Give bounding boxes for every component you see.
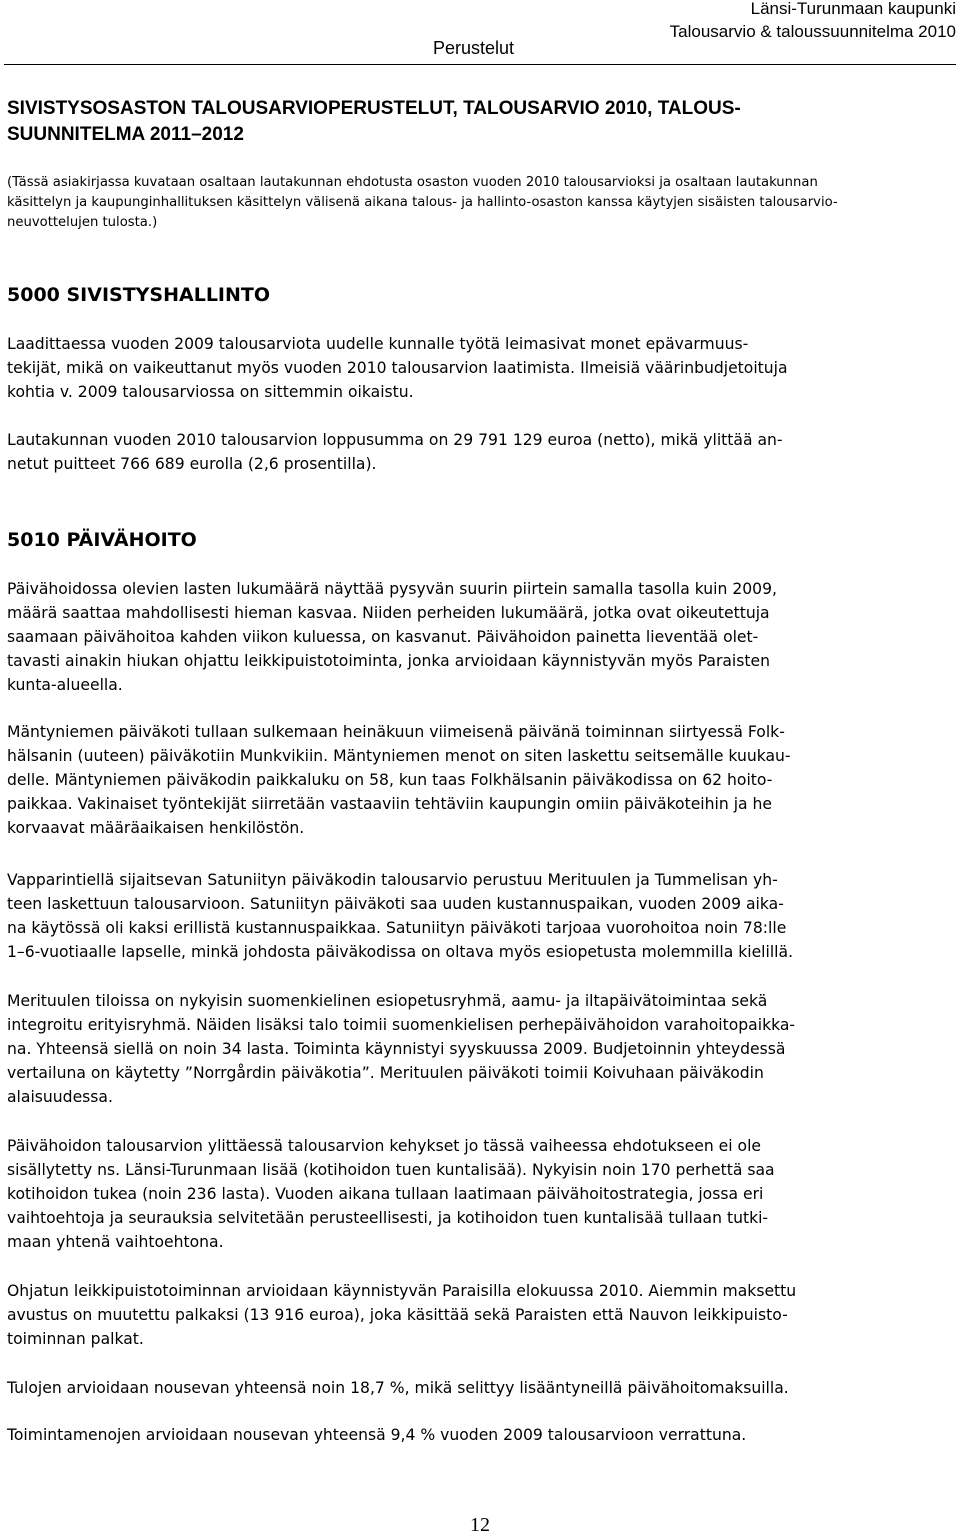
note-line: käsittelyn ja kaupunginhallituksen käsittelyn välisenä aikana talous- ja hallinto-osaston kanssa käytyjen sisäisten talousarvio- [7, 195, 838, 210]
paragraph-line: vertailuna on käytetty ”Norrgårdin päiväkotia”. Merituulen päiväkoti toimii Koivuhaan päiväkodin [7, 1064, 764, 1082]
paragraph-line: saamaan päivähoitoa kahden viikon kuluessa, on kasvanut. Päivähoidon painetta lieventää olet- [7, 628, 759, 646]
header-document-title: Talousarvio & taloussuunnitelma 2010 [669, 22, 956, 41]
paragraph-line: toiminnan palkat. [7, 1330, 144, 1348]
page-title [7, 96, 907, 148]
paragraph-line: Toimintamenojen arvioidaan nousevan yhteensä 9,4 % vuoden 2009 talousarvioon verrattuna. [7, 1426, 747, 1444]
paragraph-line: na. Yhteensä siellä on noin 34 lasta. Toiminta käynnistyi syyskuussa 2009. Budjetoinnin yhteydessä [7, 1040, 786, 1058]
paragraph [7, 1279, 953, 1351]
paragraph-line: Ohjatun leikkipuistotoiminnan arvioidaan käynnistyvän Paraisilla elokuussa 2010. Aiemmin maksettu [7, 1282, 797, 1300]
header-organization: Länsi-Turunmaan kaupunki [750, 0, 956, 18]
paragraph-line: vaihtoehtoja ja seurauksia selvitetään perusteellisesti, ja kotihoidon tuen kuntalisää tullaan tutki- [7, 1209, 769, 1227]
paragraph [7, 1134, 953, 1254]
section-heading: 5010 PÄIVÄHOITO [7, 529, 197, 551]
paragraph [7, 428, 953, 476]
note-line: neuvottelujen tulosta.) [7, 215, 158, 230]
paragraph-line: 1–6-vuotiaalle lapselle, minkä johdosta päiväkodissa on oltava myös esiopetusta molemmilla kielillä. [7, 943, 794, 961]
paragraph-line: integroitu erityisryhmä. Näiden lisäksi talo toimii suomenkielisen perhepäivähoidon varahoitopaikka- [7, 1016, 796, 1034]
paragraph-line: kotihoidon tukea (noin 236 lasta). Vuoden aikana tullaan laatimaan päivähoitostrategia, jossa eri [7, 1185, 764, 1203]
paragraph-line: Lautakunnan vuoden 2010 talousarvion loppusumma on 29 791 129 euroa (netto), mikä ylittää an- [7, 431, 783, 449]
paragraph-line: paikkaa. Vakinaiset työntekijät siirretään vastaaviin tehtäviin kaupungin omiin päiväkoteihin ja he [7, 795, 773, 813]
paragraph-line: määrä saattaa mahdollisesti hieman kasvaa. Niiden perheiden lukumäärä, jotka ovat oikeutettuja [7, 604, 770, 622]
section-heading: 5000 SIVISTYSHALLINTO [7, 284, 271, 306]
paragraph-line: Päivähoidon talousarvion ylittäessä talousarvion kehykset jo tässä vaiheessa ehdotukseen ei ole [7, 1137, 762, 1155]
paragraph-line: maan yhtenä vaihtoehtona. [7, 1233, 224, 1251]
paragraph-line: sisällytetty ns. Länsi-Turunmaan lisää (kotihoidon tuen kuntalisää). Nykyisin noin 170 perhettä saa [7, 1161, 775, 1179]
paragraph [7, 577, 953, 697]
paragraph-line: korvaavat määräaikaisen henkilöstön. [7, 819, 305, 837]
intro-note [7, 173, 952, 233]
paragraph-line: na käytössä oli kaksi erillistä kustannuspaikkaa. Satuniityn päiväkoti tarjoaa vuorohoitoa noin 78:lle [7, 919, 787, 937]
paragraph-line: tekijät, mikä on vaikeuttanut myös vuoden 2010 talousarvion laatimista. Ilmeisiä väärinbudjetoituja [7, 359, 788, 377]
paragraph-line: kunta-alueella. [7, 676, 123, 694]
header-right [670, 0, 956, 43]
paragraph [7, 989, 953, 1109]
page-title-line: SIVISTYSOSASTON TALOUSARVIOPERUSTELUT, TALOUSARVIO 2010, TALOUS- [7, 98, 741, 119]
page-title-line: SUUNNITELMA 2011–2012 [7, 124, 244, 145]
paragraph-line: Vapparintiellä sijaitsevan Satuniityn päiväkodin talousarvio perustuu Merituulen ja Tummelisan yh- [7, 871, 778, 889]
paragraph [7, 332, 953, 404]
paragraph-line: tavasti ainakin hiukan ohjattu leikkipuistotoiminta, jonka arvioidaan käynnistyvän myös Paraisten [7, 652, 770, 670]
paragraph [7, 1376, 953, 1400]
header-divider [4, 64, 956, 65]
paragraph-line: kohtia v. 2009 talousarviossa on sittemmin oikaistu. [7, 383, 414, 401]
paragraph-line: Tulojen arvioidaan nousevan yhteensä noin 18,7 %, mikä selittyy lisääntyneillä päivähoitomaksuilla. [7, 1379, 789, 1397]
paragraph [7, 1423, 953, 1447]
paragraph-line: netut puitteet 766 689 eurolla (2,6 prosentilla). [7, 455, 377, 473]
paragraph-line: Päivähoidossa olevien lasten lukumäärä näyttää pysyvän suurin piirtein samalla tasolla kuin 2009, [7, 580, 777, 598]
page-number: 12 [470, 1514, 490, 1536]
paragraph-line: Laadittaessa vuoden 2009 talousarviota uudelle kunnalle työtä leimasivat monet epävarmuus- [7, 335, 749, 353]
header-section-label: Perustelut [433, 38, 515, 58]
paragraph [7, 720, 953, 840]
paragraph-line: alaisuudessa. [7, 1088, 113, 1106]
paragraph-line: avustus on muutettu palkaksi (13 916 euroa), joka käsittää sekä Paraisten että Nauvon leikkipuisto- [7, 1306, 788, 1324]
paragraph-line: delle. Mäntyniemen päiväkodin paikkaluku on 58, kun taas Folkhälsanin päiväkodissa on 62 hoito- [7, 771, 773, 789]
paragraph-line: hälsanin (uuteen) päiväkotiin Munkvikiin. Mäntyniemen menot on siten laskettu seitsemälle kuukau- [7, 747, 791, 765]
paragraph [7, 868, 953, 964]
note-line: (Tässä asiakirjassa kuvataan osaltaan lautakunnan ehdotusta osaston vuoden 2010 talousarvioksi ja osaltaan lautakunnan [7, 175, 818, 190]
paragraph-line: Merituulen tiloissa on nykyisin suomenkielinen esiopetusryhmä, aamu- ja iltapäivätoimintaa sekä [7, 992, 768, 1010]
paragraph-line: Mäntyniemen päiväkoti tullaan sulkemaan heinäkuun viimeisenä päivänä toiminnan siirtyessä Folk- [7, 723, 785, 741]
paragraph-line: teen laskettuun talousarvioon. Satuniityn päiväkoti saa uuden kustannuspaikan, vuoden 2009 aika- [7, 895, 784, 913]
